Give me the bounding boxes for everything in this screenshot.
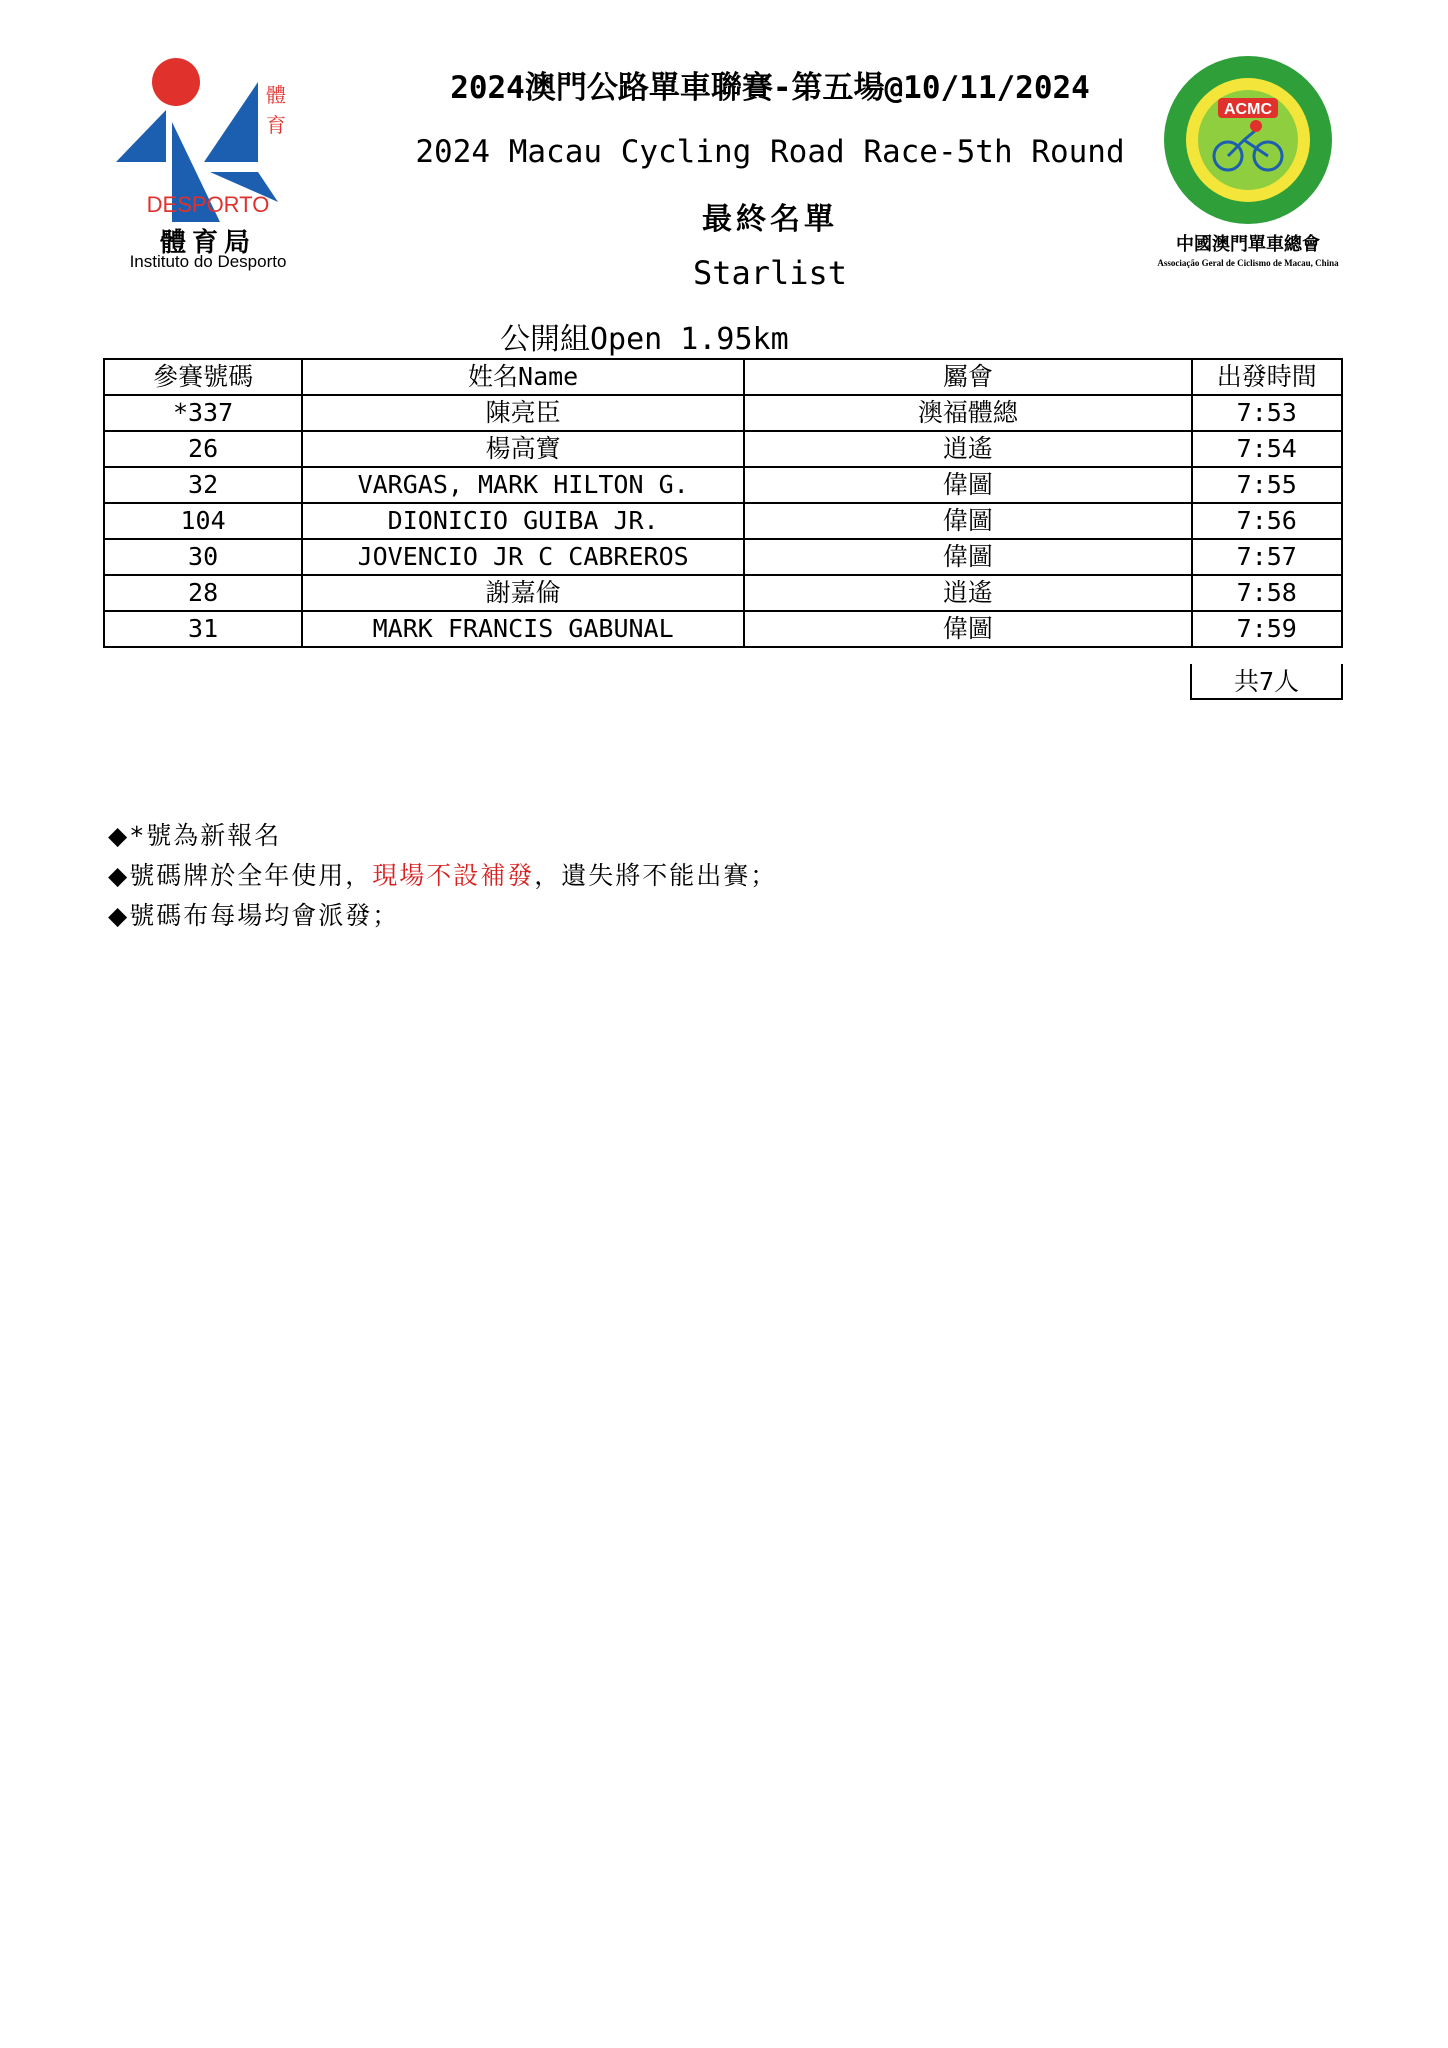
table-row	[104, 467, 1342, 503]
logo-vertical-text: 體 育	[266, 83, 286, 137]
diamond-bullet-icon: ◆	[108, 821, 130, 850]
cell-club: 逍遙	[744, 431, 1191, 467]
table-header-row	[104, 359, 1342, 395]
acmc-emblem-icon	[1148, 54, 1348, 228]
note-bib-cloth	[108, 896, 777, 936]
table-row	[104, 539, 1342, 575]
cell-club: 偉圖	[744, 467, 1191, 503]
notes-section	[108, 816, 777, 936]
acmc-name-cn: 中國澳門單車總會	[1176, 234, 1320, 255]
cell-bib: 30	[104, 539, 302, 575]
cell-name: JOVENCIO JR C CABREROS	[302, 539, 744, 575]
cell-name: DIONICIO GUIBA JR.	[302, 503, 744, 539]
cell-club: 偉圖	[744, 611, 1191, 647]
acmc-name-pt: Associação Geral de Ciclismo de Macau, China	[1157, 258, 1339, 268]
category-heading: 公開組Open 1.95km	[500, 322, 789, 357]
note-bib-plate	[108, 856, 777, 896]
cell-start-time: 7:57	[1192, 539, 1342, 575]
cell-name: 謝嘉倫	[302, 575, 744, 611]
diamond-bullet-icon: ◆	[108, 901, 130, 930]
col-header-start-time: 出發時間	[1192, 359, 1342, 395]
cell-bib: 31	[104, 611, 302, 647]
cell-club: 偉圖	[744, 539, 1191, 575]
cell-start-time: 7:58	[1192, 575, 1342, 611]
note-new-entry	[108, 816, 777, 856]
table-row	[104, 395, 1342, 431]
cell-start-time: 7:59	[1192, 611, 1342, 647]
start-list-table	[103, 358, 1343, 648]
note-text: ，遺失將不能出賽；	[534, 861, 778, 890]
cell-bib: 32	[104, 467, 302, 503]
table-row	[104, 611, 1342, 647]
cell-name: 陳亮臣	[302, 395, 744, 431]
cell-name: 楊高寶	[302, 431, 744, 467]
desporto-wordmark: DESPORTO	[146, 192, 270, 217]
logo-name-pt: Instituto do Desporto	[129, 252, 287, 271]
table-row	[104, 503, 1342, 539]
cell-start-time: 7:54	[1192, 431, 1342, 467]
list-title-cn: 最終名單	[702, 202, 838, 237]
table-row	[104, 431, 1342, 467]
list-title-en: Starlist	[692, 254, 848, 292]
acmc-badge-text: ACMC	[1224, 101, 1272, 118]
diamond-bullet-icon: ◆	[108, 861, 130, 890]
cell-bib: 26	[104, 431, 302, 467]
cell-start-time: 7:53	[1192, 395, 1342, 431]
cell-name: MARK FRANCIS GABUNAL	[302, 611, 744, 647]
col-header-club: 屬會	[744, 359, 1191, 395]
cell-start-time: 7:56	[1192, 503, 1342, 539]
note-warning-text: 現場不設補發	[372, 861, 535, 890]
cell-start-time: 7:55	[1192, 467, 1342, 503]
col-header-bib: 參賽號碼	[104, 359, 302, 395]
total-count: 共7人	[1190, 664, 1343, 700]
note-text: 號碼布每場均會派發；	[129, 901, 400, 930]
cell-club: 逍遙	[744, 575, 1191, 611]
page-title-cn: 2024澳門公路單車聯賽-第五場@10/11/2024	[450, 70, 1090, 106]
note-text: *號為新報名	[129, 821, 282, 850]
col-header-name: 姓名Name	[302, 359, 744, 395]
cell-bib: *337	[104, 395, 302, 431]
cell-club: 澳福體總	[744, 395, 1191, 431]
cell-name: VARGAS, MARK HILTON G.	[302, 467, 744, 503]
cell-club: 偉圖	[744, 503, 1191, 539]
cell-bib: 104	[104, 503, 302, 539]
table-row	[104, 575, 1342, 611]
logo-acmc	[1148, 54, 1348, 284]
cell-bib: 28	[104, 575, 302, 611]
page-title-en: 2024 Macau Cycling Road Race-5th Round	[415, 134, 1125, 170]
logo-instituto-desporto	[108, 52, 308, 282]
note-text: 號碼牌於全年使用，	[129, 861, 373, 890]
logo-name-cn: 體育局	[159, 228, 256, 258]
